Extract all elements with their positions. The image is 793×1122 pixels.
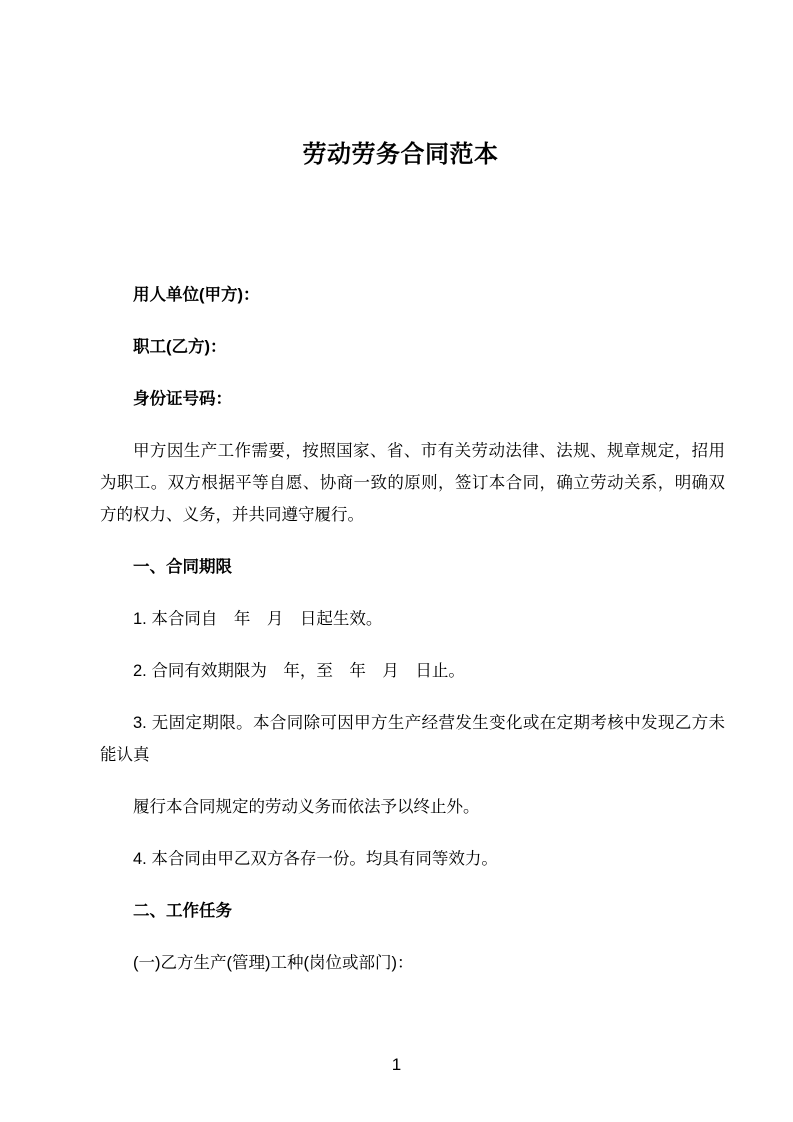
section-1-clause-3-continued: 履行本合同规定的劳动义务而依法予以终止外。 xyxy=(133,798,480,816)
section-2-heading: 二、工作任务 xyxy=(133,902,232,920)
section-2-clause-1: (一)乙方生产(管理)工种(岗位或部门)： xyxy=(133,954,414,972)
field-employer-party-a: 用人单位(甲方)： xyxy=(133,286,260,304)
document-title: 劳动劳务合同范本 xyxy=(302,141,499,168)
page-number: 1 xyxy=(391,1055,402,1074)
field-id-number: 身份证号码： xyxy=(133,390,232,408)
intro-paragraph: 甲方因生产工作需要，按照国家、省、市有关劳动法律、法规、规章规定，招用为职工。双方根据平等自愿、协商一致的原则，签订本合同，确立劳动关系，明确双方的权力、义务，并共同遵守履行。 xyxy=(100,442,725,524)
field-employee-party-b: 职工(乙方)： xyxy=(133,338,227,356)
section-1-clause-4: 4. 本合同由甲乙双方各存一份。均具有同等效力。 xyxy=(133,850,498,868)
section-1-heading: 一、合同期限 xyxy=(133,558,232,576)
section-1-clause-3: 3. 无固定期限。本合同除可因甲方生产经营发生变化或在定期考核中发现乙方未能认真 xyxy=(100,714,725,764)
section-1-clause-1: 1. 本合同自 年 月 日起生效。 xyxy=(133,610,383,628)
section-1-clause-2: 2. 合同有效期限为 年，至 年 月 日止。 xyxy=(133,662,465,680)
